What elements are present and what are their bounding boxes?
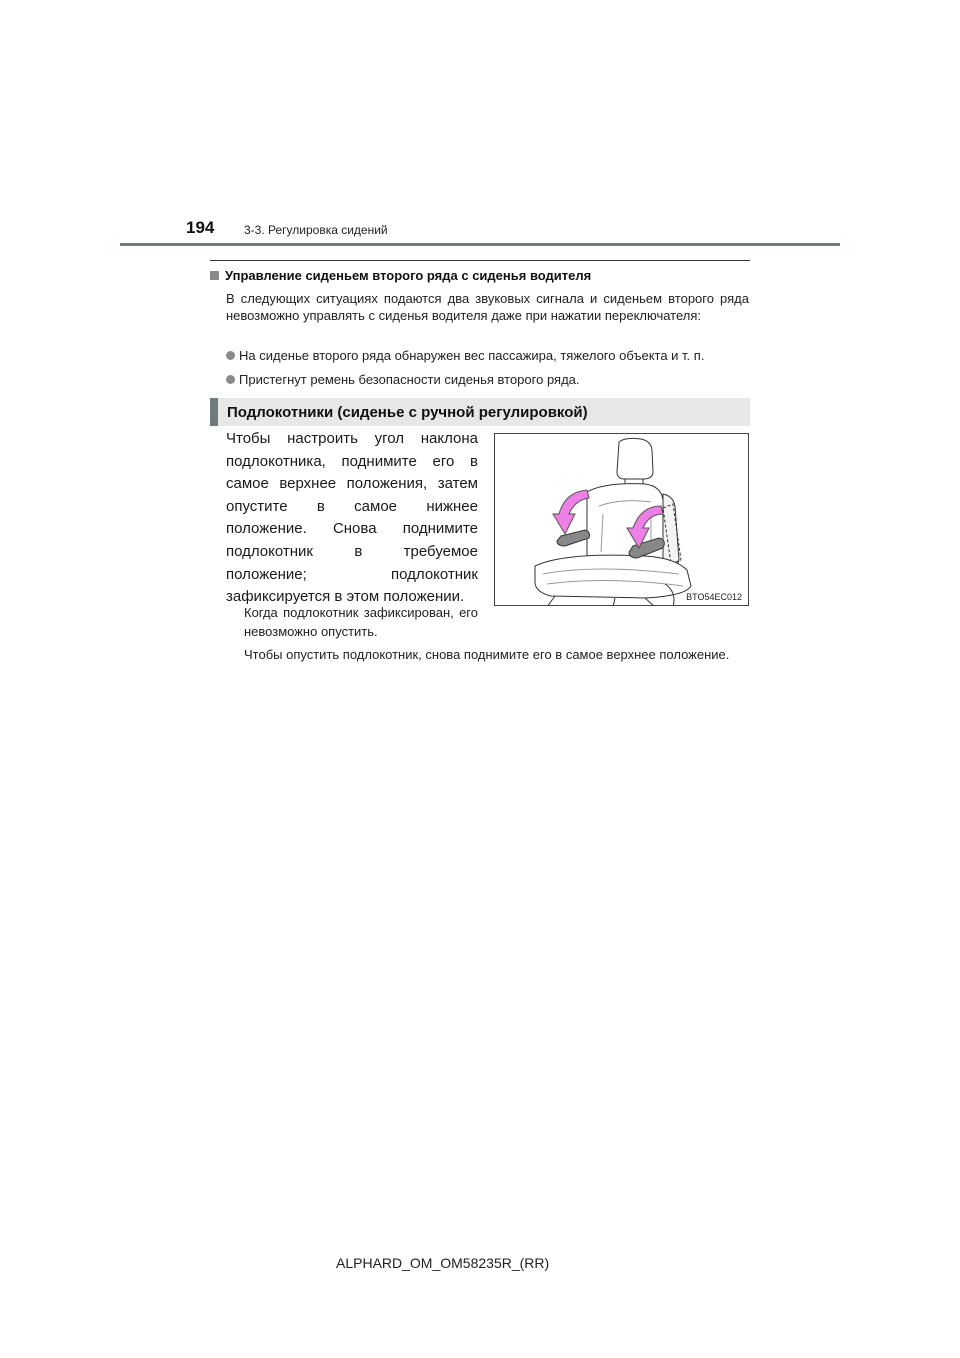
seat-illustration [495, 434, 749, 606]
square-bullet-icon [210, 271, 219, 280]
section-bar-title: Подлокотники (сиденье с ручной регулировкой) [227, 403, 588, 421]
bullet-text: На сиденье второго ряда обнаружен вес пассажира, тяжелого объекта и т. п. [239, 348, 705, 363]
footer-doc-code: ALPHARD_OM_OM58235R_(RR) [336, 1255, 550, 1271]
section-bar [210, 398, 750, 426]
subsection-paragraph: В следующих ситуациях подаются два звуковых сигнала и сиденьем второго ряда невозможно управлять с сиденья водителя даже при нажатии переключателя: [226, 291, 749, 323]
circle-bullet-icon [226, 375, 235, 384]
figure-code: BTO54EC012 [686, 592, 742, 602]
bullet-text: Пристегнут ремень безопасности сиденья второго ряда. [239, 372, 580, 387]
subsection-rule [210, 260, 750, 261]
bullet-item [226, 347, 749, 364]
armrest-note-1: Когда подлокотник зафиксирован, его невозможно опустить. [244, 605, 478, 639]
section-title: 3-3. Регулировка сидений [244, 223, 388, 237]
circle-bullet-icon [226, 351, 235, 360]
bullet-item [226, 371, 749, 388]
subsection-heading [210, 268, 750, 283]
armrest-instructions: Чтобы настроить угол наклона подлокотника, поднимите его в самое верхнее положения, затем опустите в самое нижнее положение. Снова поднимите подлокотник в требуемое положение; подлокотник зафиксируется в этом положении. [226, 430, 478, 606]
armrest-note-2: Чтобы опустить подлокотник, снова поднимите его в самое верхнее положение. [244, 647, 730, 662]
subsection-title: Управление сиденьем второго ряда с сиденья водителя [225, 268, 592, 283]
header-rule [120, 243, 840, 246]
section-bar-accent [210, 398, 218, 426]
page-number: 194 [186, 218, 215, 237]
armrest-figure [494, 433, 749, 606]
